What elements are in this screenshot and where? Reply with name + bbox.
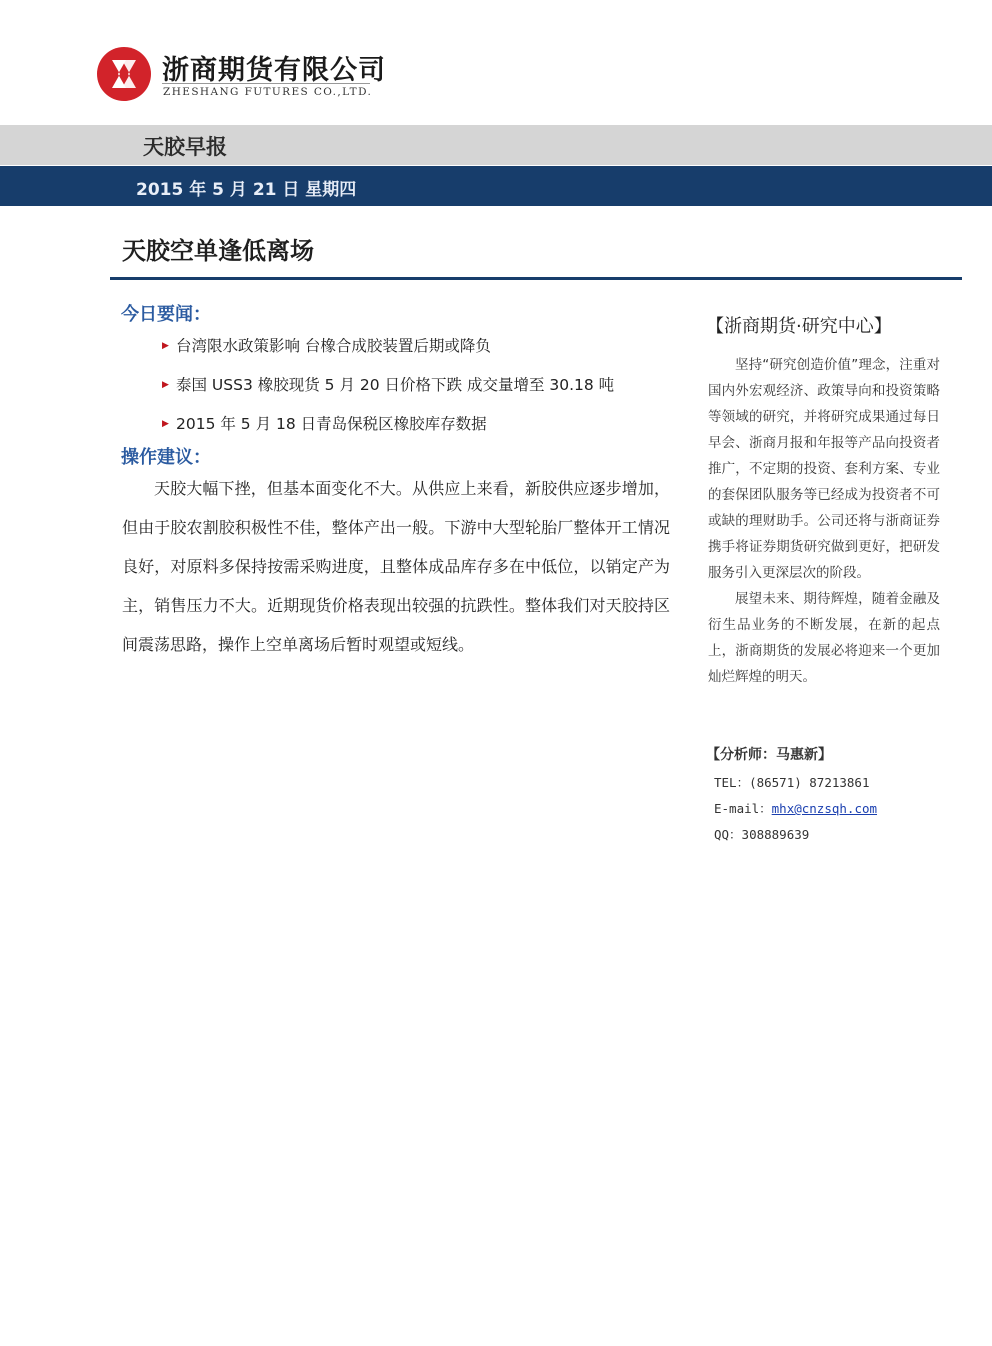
headline-divider [110, 277, 962, 280]
news-item-text: 台湾限水政策影响 台橡合成胶装置后期或降负 [176, 337, 491, 355]
advice-paragraph: 天胶大幅下挫，但基本面变化不大。从供应上来看，新胶供应逐步增加，但由于胶农割胶积极性不佳，整体产出一般。下游中大型轮胎厂整体开工情况良好，对原料多保持按需采购进度，且整体成品库存多在中低位，以销定产为主，销售压力不大。近期现货价格表现出较强的抗跌性。整体我们对天胶持区间震荡思路，操作上空单离场后暂时观望或短线。 [122, 479, 670, 654]
date-band [0, 166, 992, 206]
company-name-cn: 浙商期货有限公司 [162, 55, 386, 86]
company-logo [96, 46, 386, 106]
research-center-title: 【浙商期货·研究中心】 [706, 316, 892, 337]
analyst-email-row [714, 799, 877, 817]
bullet-triangle-icon: ▶ [162, 418, 169, 429]
bullet-triangle-icon: ▶ [162, 379, 169, 390]
bullet-triangle-icon: ▶ [162, 340, 169, 351]
zheshang-logo-icon [96, 46, 152, 102]
report-headline: 天胶空单逢低离场 [122, 237, 314, 265]
research-center-paragraph: 坚持“研究创造价值”理念，注重对国内外宏观经济、政策导向和投资策略等领域的研究，并将研究成果通过每日早会、浙商月报和年报等产品向投资者推广，不定期的投资、套利方案、专业的套保团队服务等已经成为投资者不可或缺的理财助手。公司还将与浙商证券携手将证券期货研究做到更好，把研发服务引入更深层次的阶段。 [708, 357, 940, 581]
news-item [162, 373, 614, 397]
logo-divider [162, 83, 370, 84]
company-name-en: ZHESHANG FUTURES CO.,LTD. [163, 86, 373, 98]
news-item-text: 2015 年 5 月 18 日青岛保税区橡胶库存数据 [176, 415, 487, 433]
email-label: E-mail： [714, 801, 772, 816]
analyst-email-link[interactable]: mhx@cnzsqh.com [771, 801, 878, 816]
advice-section-label: 操作建议： [121, 447, 211, 468]
analyst-qq: QQ：308889639 [714, 827, 810, 842]
analyst-label: 【分析师：马惠新】 [706, 747, 832, 763]
analyst-phone: TEL：(86571) 87213861 [714, 775, 870, 790]
news-section-label: 今日要闻： [121, 304, 211, 325]
news-item [162, 334, 491, 358]
report-type-band [0, 125, 992, 165]
research-center-paragraph: 展望未来、期待辉煌，随着金融及衍生品业务的不断发展，在新的起点上，浙商期货的发展必将迎来一个更加灿烂辉煌的明天。 [708, 591, 940, 685]
news-item-text: 泰国 USS3 橡胶现货 5 月 20 日价格下跌 成交量增至 30.18 吨 [176, 376, 615, 394]
report-type-title: 天胶早报 [143, 135, 227, 159]
news-item [162, 412, 487, 436]
research-center-description [708, 352, 940, 690]
report-date: 2015 年 5 月 21 日 星期四 [136, 180, 357, 200]
